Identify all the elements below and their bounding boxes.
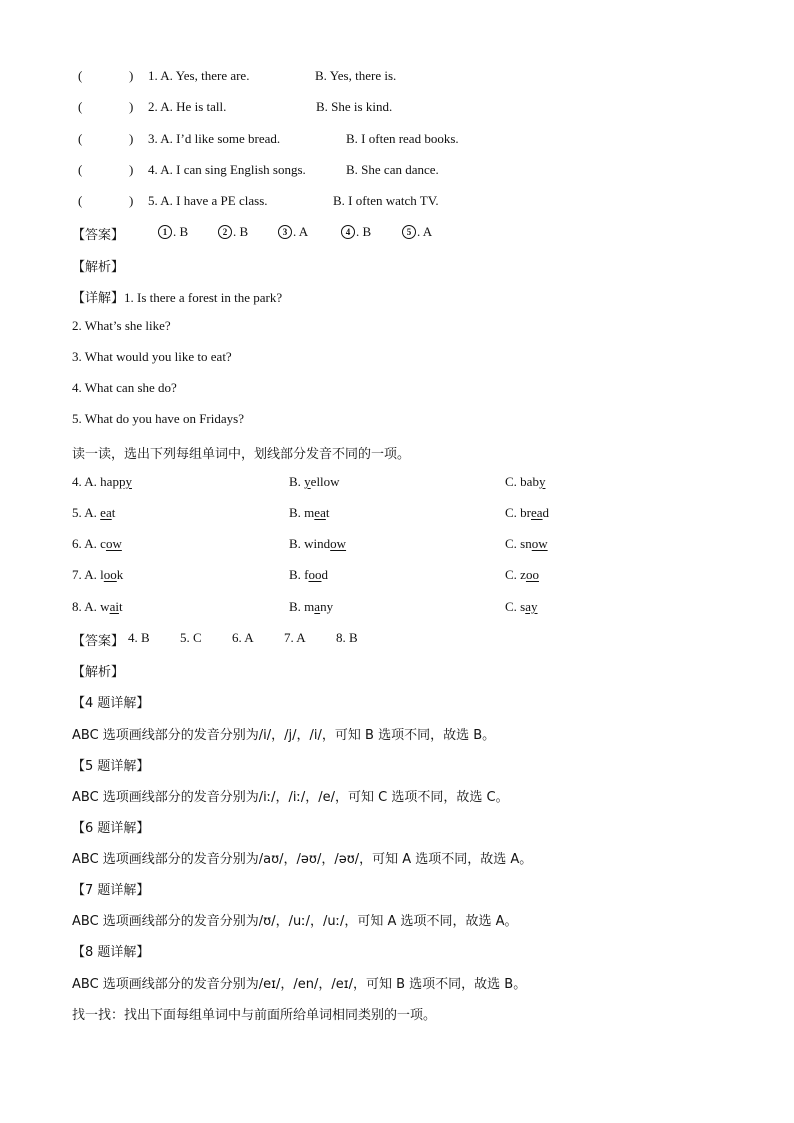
phonics-option-a: 8. A. wait <box>72 599 123 614</box>
explanation-text: ABC 选项画线部分的发音分别为/eɪ/，/en/，/eɪ/，可知 B 选项不同，故选 B。 <box>72 977 527 992</box>
answer-paren-open: ( <box>78 68 83 83</box>
answer-item: 8. B <box>336 630 358 645</box>
phonics-option-b: B. window <box>289 536 347 551</box>
answer-paren-open: ( <box>78 162 83 177</box>
detail-tag: 【详解】 <box>72 291 125 306</box>
answer-paren-open: ( <box>78 99 83 114</box>
answer-paren-open: ( <box>78 131 83 146</box>
answer-item: 4. B <box>128 630 150 645</box>
phonics-option-c: C. bread <box>505 505 550 520</box>
answer-item: 1 . B <box>158 224 188 240</box>
explanation-text: ABC 选项画线部分的发音分别为/i/，/j/，/i/，可知 B 选项不同，故选 B。 <box>72 728 496 743</box>
question-stem: 5. A. I have a PE class. <box>148 193 268 208</box>
detail-line: 【详解】1. Is there a forest in the park? <box>72 290 283 306</box>
answer-item: 5 . A <box>402 224 432 240</box>
phonics-option-a: 5. A. eat <box>72 505 116 520</box>
section-instruction: 找一找：找出下面每组单词中与前面所给单词相同类别的一项。 <box>72 1008 437 1023</box>
question-stem: 2. A. He is tall. <box>148 99 227 114</box>
answer-item: 5. C <box>180 630 202 645</box>
phonics-option-b: B. food <box>289 567 328 582</box>
question-option-b: B. Yes, there is. <box>315 68 397 83</box>
answer-item: 2 . B <box>218 224 248 240</box>
phonics-option-c: C. snow <box>505 536 548 551</box>
circled-number: 3 <box>278 225 292 239</box>
detail-line: 5. What do you have on Fridays? <box>72 411 244 426</box>
phonics-option-c: C. baby <box>505 474 546 489</box>
question-option-b: B. I often read books. <box>346 131 459 146</box>
detail-line: 3. What would you like to eat? <box>72 349 232 364</box>
section-instruction: 读一读，选出下列每组单词中，划线部分发音不同的一项。 <box>72 447 411 462</box>
answer-paren-close: ) <box>129 99 134 114</box>
answer-tag: 【答案】 <box>72 634 125 649</box>
phonics-option-c: C. say <box>505 599 538 614</box>
answer-paren-open: ( <box>78 193 83 208</box>
answer-tag: 【答案】 <box>72 228 125 243</box>
question-option-b: B. I often watch TV. <box>333 193 439 208</box>
detail-line: 4. What can she do? <box>72 380 177 395</box>
answer-item: 3 . A <box>278 224 308 240</box>
question-option-b: B. She can dance. <box>346 162 439 177</box>
circled-number: 2 <box>218 225 232 239</box>
question-option-b: B. She is kind. <box>316 99 393 114</box>
phonics-option-c: C. zoo <box>505 567 539 582</box>
explanation-tag: 【6 题详解】 <box>72 821 150 836</box>
answer-item: 7. A <box>284 630 306 645</box>
question-stem: 4. A. I can sing English songs. <box>148 162 306 177</box>
explanation-text: ABC 选项画线部分的发音分别为/iː/，/iː/，/e/，可知 C 选项不同，故选 C。 <box>72 790 509 805</box>
answer-paren-close: ) <box>129 162 134 177</box>
answer-item: 6. A <box>232 630 254 645</box>
analysis-tag: 【解析】 <box>72 665 125 680</box>
circled-number: 4 <box>341 225 355 239</box>
explanation-text: ABC 选项画线部分的发音分别为/ʊ/，/uː/，/uː/，可知 A 选项不同，故选 A。 <box>72 914 518 929</box>
phonics-option-a: 7. A. look <box>72 567 124 582</box>
explanation-tag: 【4 题详解】 <box>72 696 150 711</box>
explanation-tag: 【5 题详解】 <box>72 759 150 774</box>
analysis-tag: 【解析】 <box>72 260 125 275</box>
detail-line: 2. What’s she like? <box>72 318 171 333</box>
phonics-option-a: 4. A. happy <box>72 474 132 489</box>
question-stem: 1. A. Yes, there are. <box>148 68 250 83</box>
phonics-option-b: B. many <box>289 599 334 614</box>
answer-paren-close: ) <box>129 131 134 146</box>
question-stem: 3. A. I’d like some bread. <box>148 131 281 146</box>
explanation-text: ABC 选项画线部分的发音分别为/aʊ/，/əʊ/，/əʊ/，可知 A 选项不同，故选 A。 <box>72 852 533 867</box>
phonics-option-a: 6. A. cow <box>72 536 122 551</box>
answer-paren-close: ) <box>129 68 134 83</box>
answer-item: 4 . B <box>341 224 371 240</box>
circled-number: 1 <box>158 225 172 239</box>
answer-paren-close: ) <box>129 193 134 208</box>
explanation-tag: 【7 题详解】 <box>72 883 150 898</box>
phonics-option-b: B. meat <box>289 505 330 520</box>
circled-number: 5 <box>402 225 416 239</box>
explanation-tag: 【8 题详解】 <box>72 945 150 960</box>
phonics-option-b: B. yellow <box>289 474 340 489</box>
